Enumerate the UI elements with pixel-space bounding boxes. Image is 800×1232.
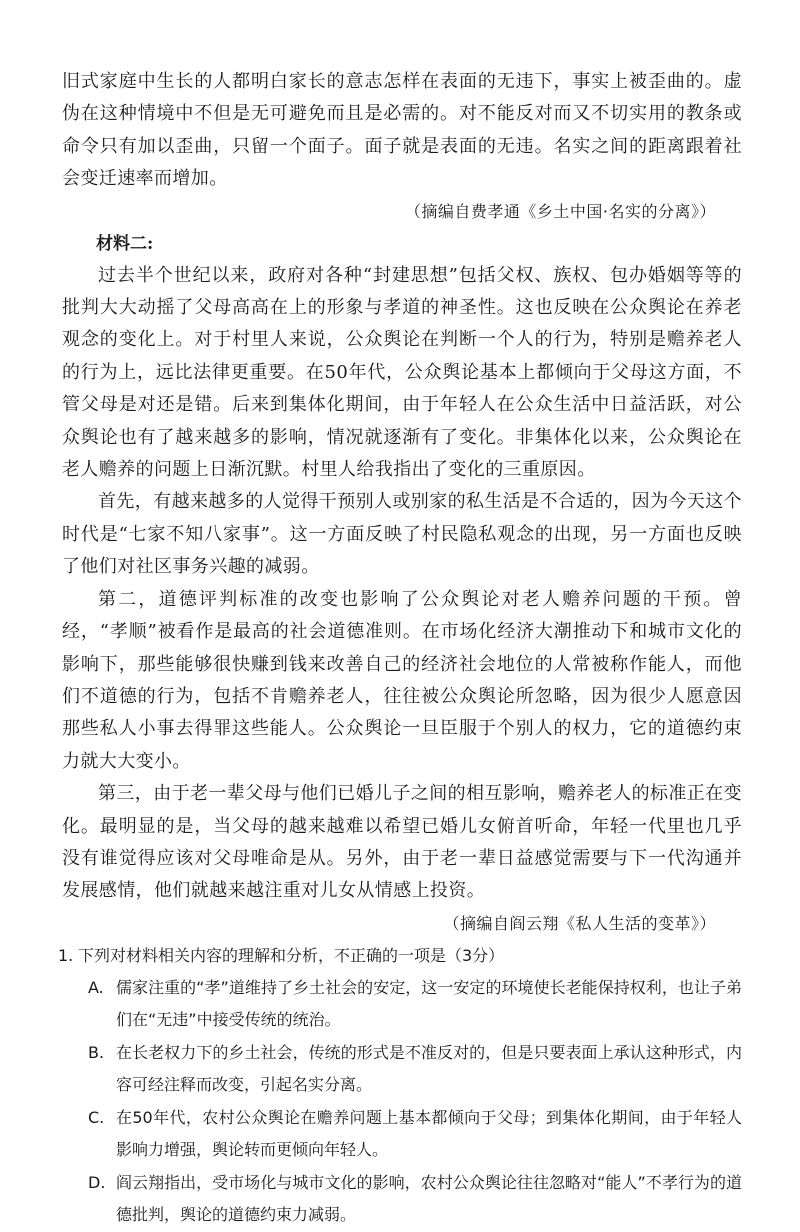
question-1-stem bbox=[58, 940, 742, 972]
question-number: 1. bbox=[58, 945, 74, 965]
option-letter: A. bbox=[88, 977, 104, 997]
material1-source: （摘编自费孝通《乡土中国·名实的分离》） bbox=[404, 201, 716, 221]
material2-paragraph-3: 第二，道德评判标准的改变也影响了公众舆论对老人赡养问题的干预。曾经，“孝顺”被看作是最高的社会道德准则。在市场化经济大潮推动下和城市文化的影响下，那些能够很快赚到钱来改善自己的经济社会地位的人常被称作能人，而他们不道德的行为，包括不肯赡养老人，往往被公众舆论所忽略，因为很少人愿意因那些私人小事去得罪这些能人。公众舆论一旦臣服于个别人的权力，它的道德约束力就大大变小。 bbox=[62, 588, 742, 772]
option-letter: C. bbox=[88, 1107, 105, 1127]
material2-paragraph-2: 首先，有越来越多的人觉得干预别人或别家的私生活是不合适的，因为今天这个时代是“七家不知八家事”。这一方面反映了村民隐私观念的出现，另一方面也反映了他们对社区事务兴趣的减弱。 bbox=[62, 491, 742, 578]
option-a bbox=[88, 972, 742, 1037]
option-text: 在50年代，农村公众舆论在赡养问题上基本都倾向于父母；到集体化期间，由于年轻人影响力增强，舆论转而更倾向年轻人。 bbox=[116, 1107, 742, 1160]
option-letter: B. bbox=[88, 1042, 105, 1062]
material2-source: （摘编自阎云翔《私人生活的变革》） bbox=[443, 913, 716, 933]
option-text: 在长老权力下的乡土社会，传统的形式是不准反对的，但是只要表面上承认这种形式，内容可经注释而改变，引起名实分离。 bbox=[116, 1042, 742, 1095]
material2-paragraph-1: 过去半个世纪以来，政府对各种“封建思想”包括父权、族权、包办婚姻等等的批判大大动摇了父母高高在上的形象与孝道的神圣性。这也反映在公众舆论在养老观念的变化上。对于村里人来说，公众舆论在判断一个人的行为，特别是赡养老人的行为上，远比法律更重要。在50年代，公众舆论基本上都倾向于父母这方面，不管父母是对还是错。后来到集体化期间，由于年轻人在公众生活中日益活跃，对公众舆论也有了越来越多的影响，情况就逐渐有了变化。非集体化以来，公众舆论在老人赡养的问题上日渐沉默。村里人给我指出了变化的三重原因。 bbox=[62, 264, 742, 481]
material2-paragraph-4: 第三，由于老一辈父母与他们已婚儿子之间的相互影响，赡养老人的标准正在变化。最明显的是，当父母的越来越难以希望已婚儿女俯首听命，年轻一代里也几乎没有谁觉得应该对父母唯命是从。另外，由于老一辈日益感觉需要与下一代沟通并发展感情，他们就越来越注重对儿女从情感上投资。 bbox=[62, 783, 742, 902]
option-text: 阎云翔指出，受市场化与城市文化的影响，农村公众舆论往往忽略对“能人”不孝行为的道德批判，舆论的道德约束力减弱。 bbox=[116, 1172, 742, 1225]
option-text: 儒家注重的“孝”道维持了乡土社会的安定，这一安定的环境使长老能保持权利，也让子弟们在“无违”中接受传统的统治。 bbox=[116, 977, 742, 1030]
option-d bbox=[88, 1167, 742, 1232]
option-b bbox=[88, 1037, 742, 1102]
material2-heading: 材料二: bbox=[96, 233, 154, 254]
option-letter: D. bbox=[88, 1172, 106, 1192]
material1-paragraph-tail: 旧式家庭中生长的人都明白家长的意志怎样在表面的无违下，事实上被歪曲的。虚伪在这种情境中不但是无可避免而且是必需的。对不能反对而又不切实用的教条或命令只有加以歪曲，只留一个面子。面子就是表面的无违。名实之间的距离跟着社会变迁速率而增加。 bbox=[62, 71, 742, 190]
question-stem-text: 下列对材料相关内容的理解和分析，不正确的一项是（3分） bbox=[78, 945, 505, 965]
option-c bbox=[88, 1102, 742, 1167]
